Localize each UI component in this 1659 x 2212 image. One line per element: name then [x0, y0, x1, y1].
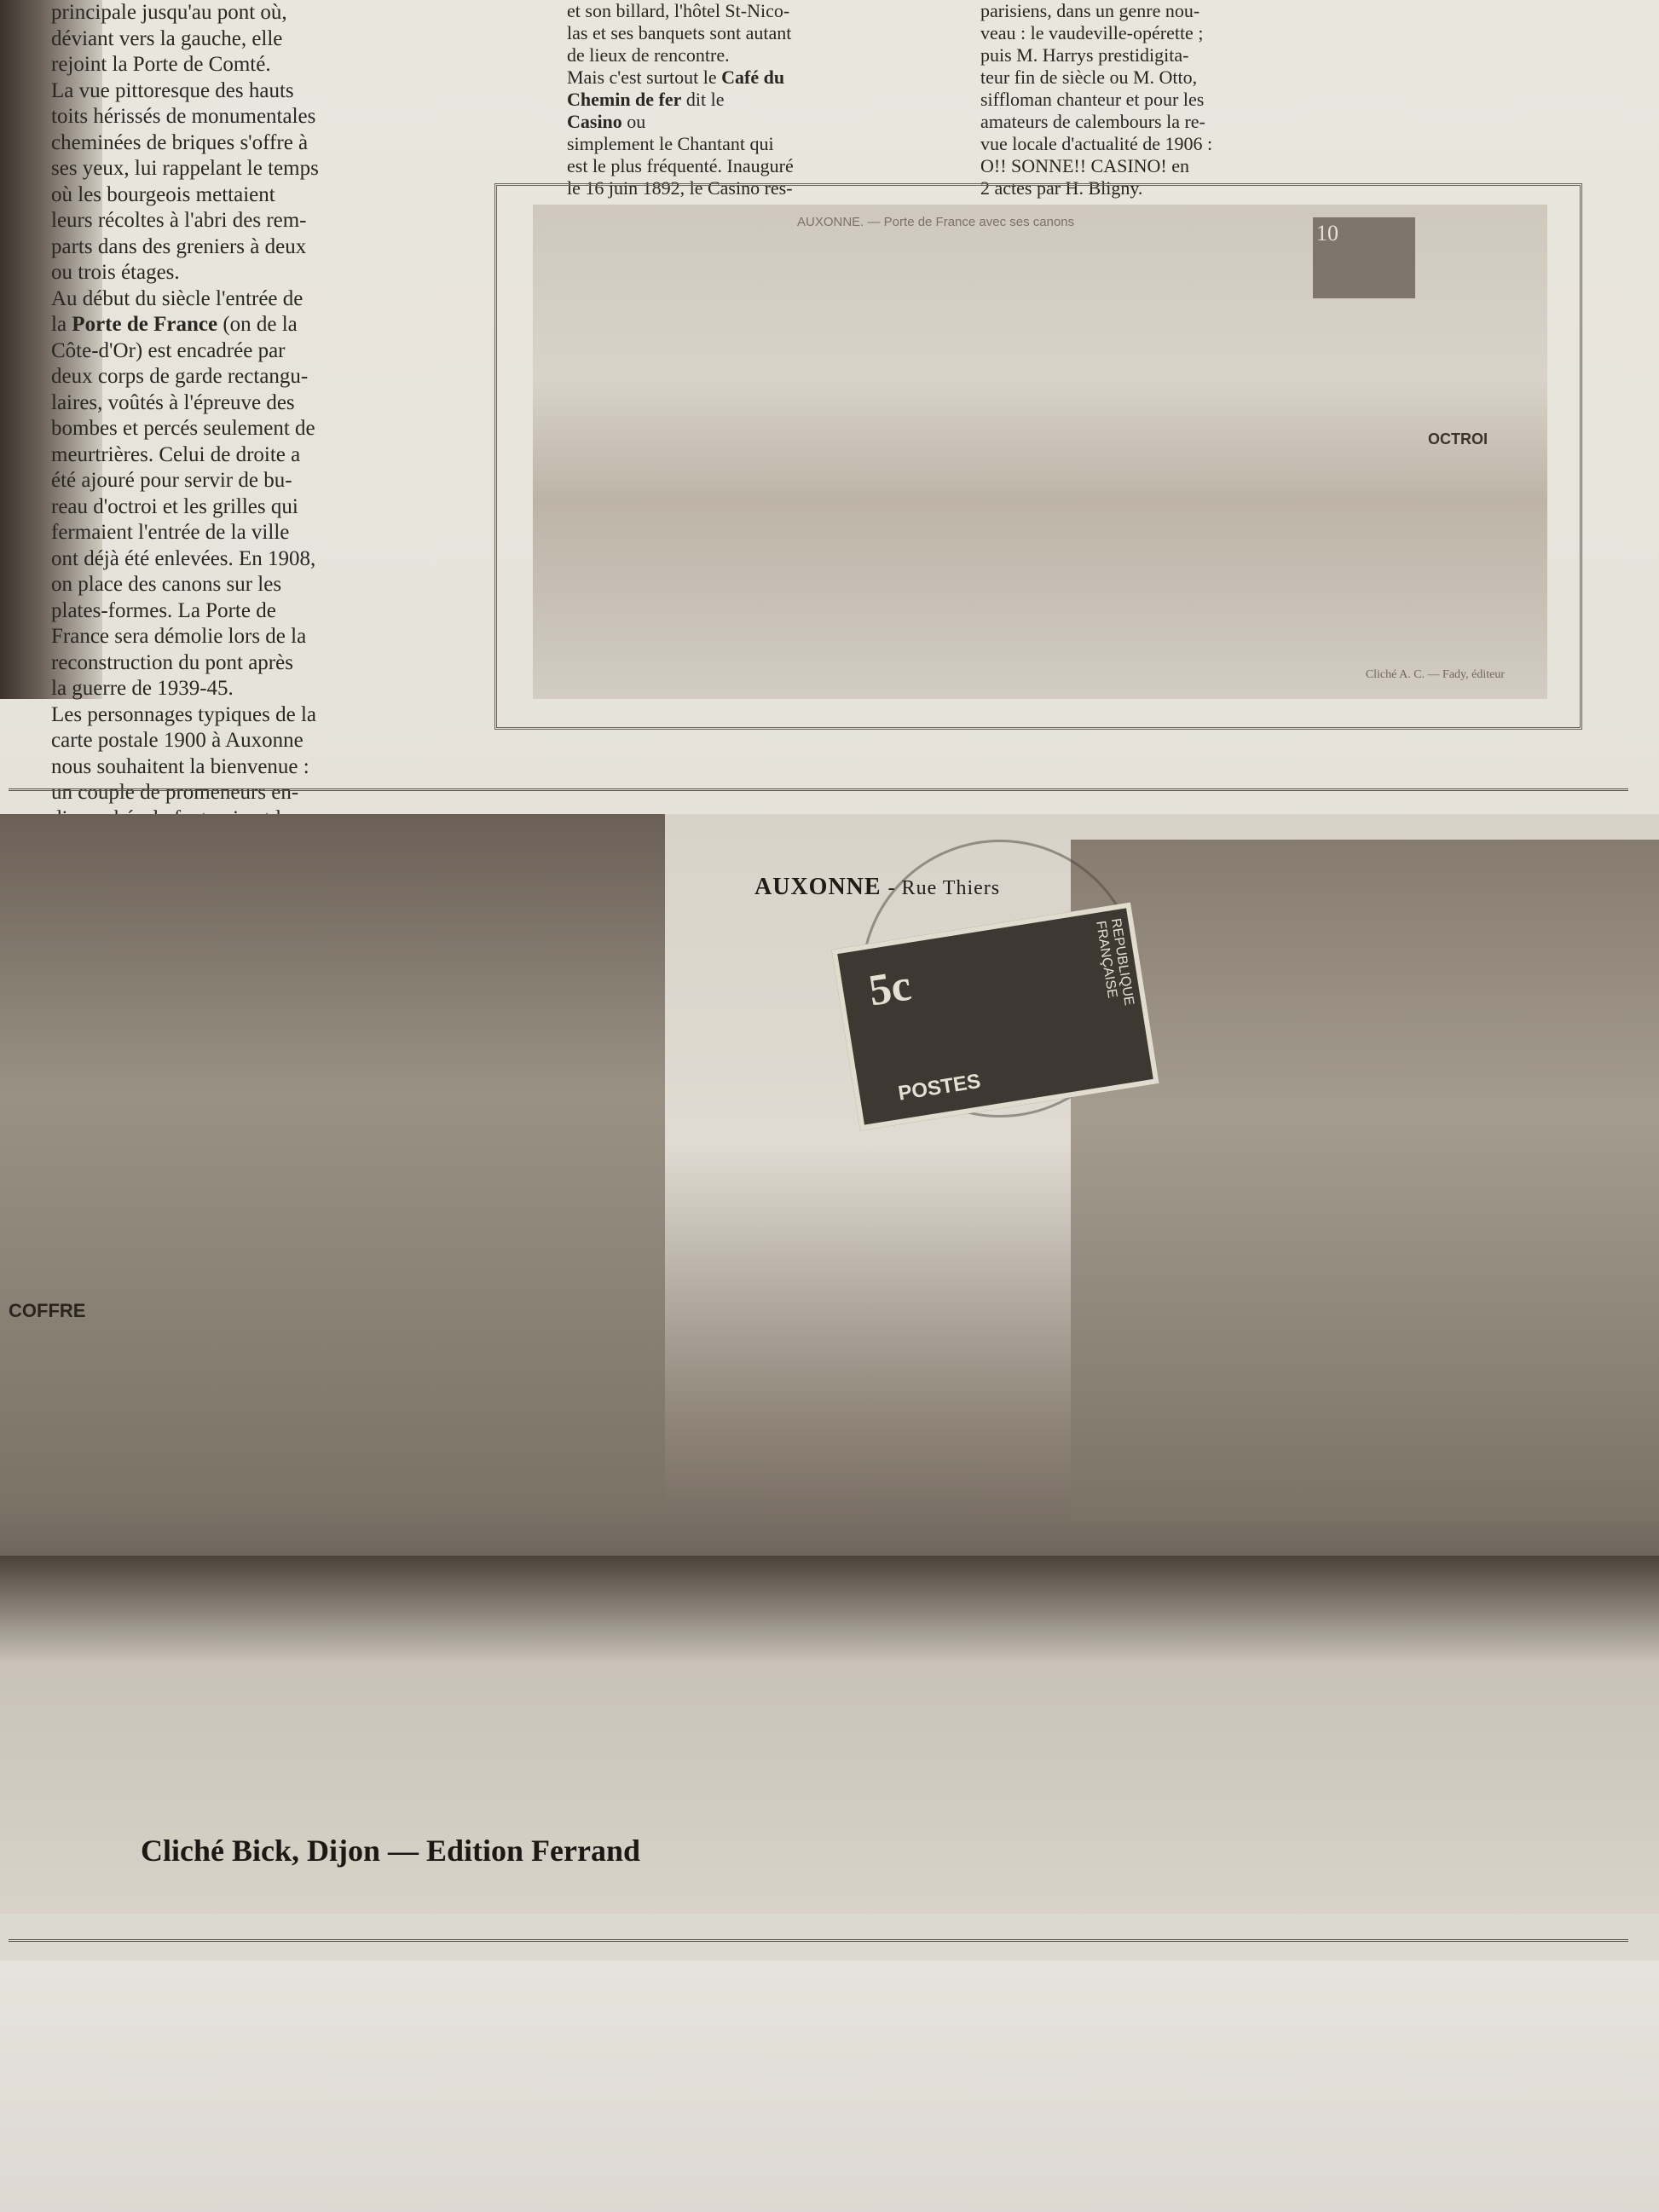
left-col-line-text: (on de la: [217, 313, 298, 336]
section-divider: [9, 788, 1628, 791]
stamp-value: 5c: [865, 961, 915, 1016]
left-col-line-text: la: [51, 313, 72, 336]
shop-sign: COFFRE: [9, 1300, 86, 1321]
left-col-line: été ajouré pour servir de bu-: [51, 469, 292, 492]
bottom-divider: [9, 1939, 1628, 1942]
top-postcard-caption: AUXONNE. — Porte de France avec ses canons: [797, 215, 1075, 229]
right-col-line: vue locale d'actualité de 1906 :: [980, 133, 1213, 154]
left-col-line: Côte-d'Or) est encadrée par: [51, 338, 286, 362]
mid-col-line: est le plus fréquenté. Inauguré: [567, 155, 794, 176]
left-col-line: ou trois étages.: [51, 261, 180, 284]
left-col-line: fermaient l'entrée de la ville: [51, 521, 290, 544]
mid-col-line: [567, 66, 925, 89]
left-col-line: parts dans des greniers à deux: [51, 234, 307, 258]
left-col-line: principale jusqu'au pont où,: [51, 1, 287, 24]
mid-col-line: de lieux de rencontre.: [567, 44, 730, 66]
left-text-column: [51, 0, 486, 858]
left-col-line: laires, voûtés à l'épreuve des: [51, 390, 295, 414]
bottom-title-sub: - Rue Thiers: [887, 877, 1001, 899]
mid-col-line-bold: Chemin de fer: [567, 89, 682, 110]
right-col-line: veau : le vaudeville-opérette ;: [980, 22, 1204, 43]
mid-col-line-text: dit le: [681, 89, 725, 110]
left-col-line: ont déjà été enlevées. En 1908,: [51, 546, 316, 570]
left-col-line: toits hérissés de monumentales: [51, 105, 316, 128]
stamp-label: POSTES: [896, 1069, 983, 1106]
left-col-line: plates-formes. La Porte de: [51, 598, 276, 622]
left-col-line: reau d'octroi et les grilles qui: [51, 494, 298, 518]
left-col-line: La vue pittoresque des hauts: [51, 78, 294, 102]
bottom-postcard-credit: Cliché Bick, Dijon — Edition Ferrand: [141, 1834, 641, 1868]
mid-col-line-text: Mais c'est surtout le: [567, 66, 722, 88]
left-col-line: rejoint la Porte de Comté.: [51, 53, 271, 76]
mid-col-line: simplement le Chantant qui: [567, 133, 774, 154]
right-col-line: 2 actes par H. Bligny.: [980, 177, 1143, 199]
right-col-line: parisiens, dans un genre nou-: [980, 0, 1200, 21]
left-col-line: carte postale 1900 à Auxonne: [51, 729, 303, 752]
left-col-line: leurs récoltes à l'abri des rem-: [51, 209, 307, 232]
mid-col-line-text: ou: [621, 111, 646, 132]
mid-col-line-bold: Café du: [721, 66, 785, 88]
left-col-line: ses yeux, lui rappelant le temps: [51, 157, 319, 180]
left-col-line: où les bourgeois mettaient: [51, 182, 275, 206]
left-col-line: Au début du siècle l'entrée de: [51, 286, 303, 310]
octroi-sign: OCTROI: [1428, 430, 1488, 448]
right-buildings: [1071, 840, 1659, 1522]
right-col-line: amateurs de calembours la re-: [980, 111, 1205, 132]
mid-col-line: [567, 89, 925, 111]
left-col-line: cheminées de briques s'offre à: [51, 130, 309, 154]
left-col-line: déviant vers la gauche, elle: [51, 26, 283, 50]
mid-col-line: et son billard, l'hôtel St-Nico-: [567, 0, 790, 21]
bottom-title-main: AUXONNE: [754, 874, 882, 900]
top-postcard-photo: [533, 205, 1547, 699]
bottom-postcard-title: [754, 874, 1000, 901]
left-col-line: Les personnages typiques de la: [51, 702, 317, 726]
left-col-line: deux corps de garde rectangu-: [51, 365, 309, 388]
right-col-line: siffloman chanteur et pour les: [980, 89, 1205, 110]
stamp-country: REPUBLIQUE FRANÇAISE: [1093, 917, 1136, 1007]
mid-col-line-bold: Casino: [567, 111, 622, 132]
left-col-line: meurtrières. Celui de droite a: [51, 442, 301, 466]
right-col-line: teur fin de siècle ou M. Otto,: [980, 66, 1198, 88]
left-col-line-bold: Porte de France: [72, 313, 218, 336]
right-col-line: puis M. Harrys prestidigita-: [980, 44, 1189, 66]
left-col-line: nous souhaitent la bienvenue :: [51, 754, 309, 778]
top-postcard-credit: Cliché A. C. — Fady, éditeur: [1365, 668, 1505, 681]
left-col-line: on place des canons sur les: [51, 573, 282, 596]
top-postcard-stamp: [1313, 217, 1415, 298]
left-col-line: la guerre de 1939-45.: [51, 677, 234, 700]
left-col-line: [51, 312, 486, 338]
middle-text-column: [567, 0, 925, 199]
mid-col-line: le 16 juin 1892, le Casino res-: [567, 177, 793, 199]
left-col-line: reconstruction du pont après: [51, 650, 293, 674]
mid-col-line: [567, 111, 925, 133]
left-col-line: France sera démolie lors de la: [51, 625, 307, 648]
left-buildings: [0, 814, 665, 1513]
left-col-line: bombes et percés seulement de: [51, 417, 315, 440]
left-col-line: un couple de promeneurs en-: [51, 781, 299, 804]
blank-margin: [0, 1961, 1659, 2212]
bottom-postcard-photo: [0, 814, 1659, 1914]
right-text-column: [980, 0, 1347, 199]
mid-col-line: las et ses banquets sont autant: [567, 22, 792, 43]
top-stamp-value: 10: [1316, 221, 1338, 245]
right-col-line: O!! SONNE!! CASINO! en: [980, 155, 1190, 176]
